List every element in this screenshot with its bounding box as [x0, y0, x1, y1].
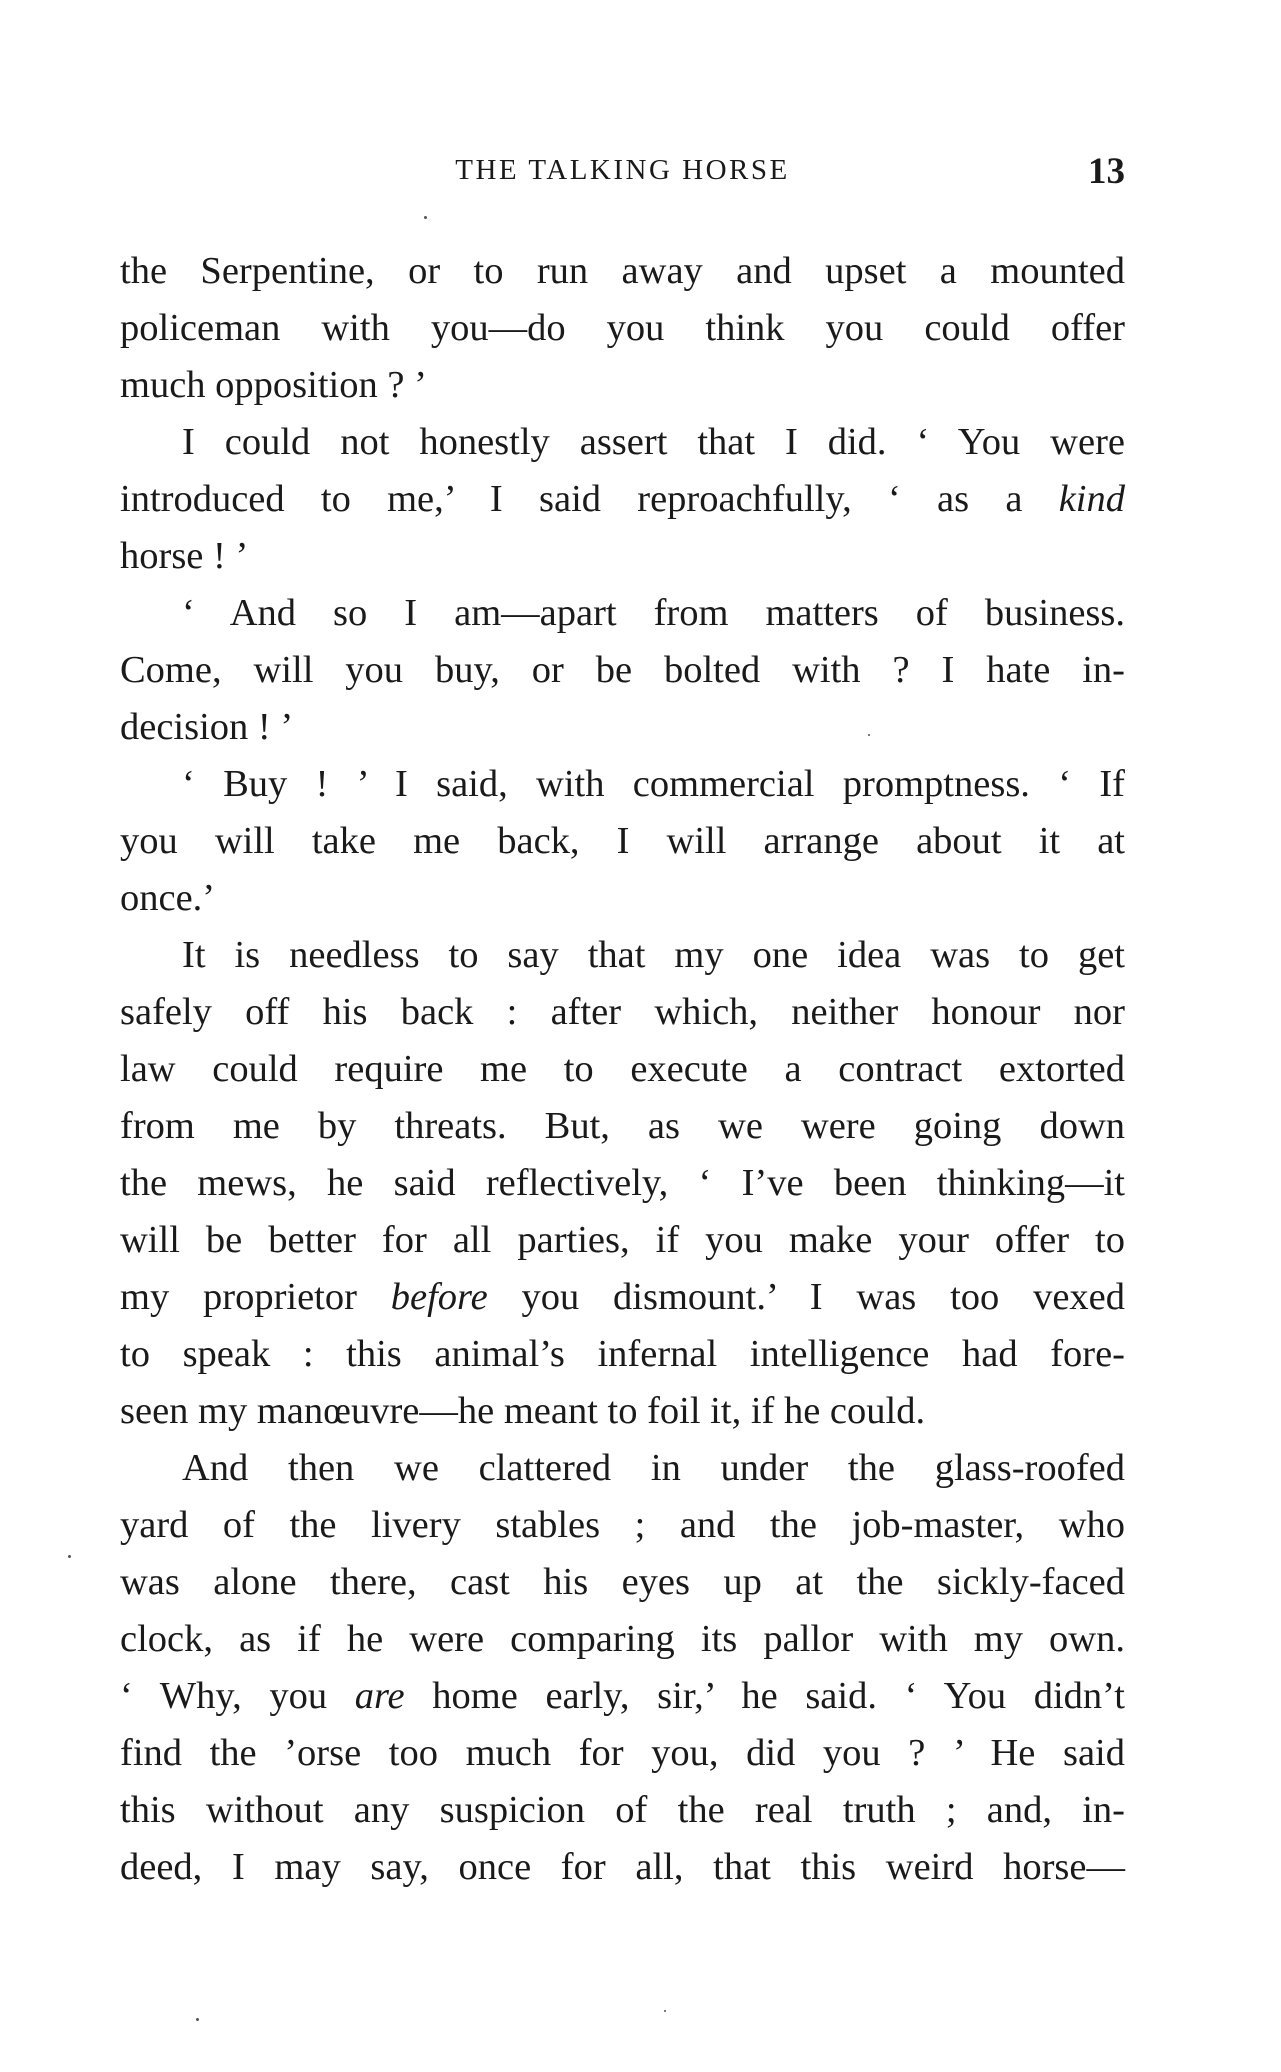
text-line: once.’ — [120, 877, 216, 919]
text-line: find the ’orse too much for you, did you ? ’ He said — [120, 1732, 1125, 1774]
text-segment: ‘ Why, you — [120, 1675, 355, 1717]
print-speck — [868, 734, 870, 736]
text-line: horse ! ’ — [120, 535, 249, 577]
running-head — [120, 150, 1125, 200]
text-line: the Serpentine, or to run away and upset a mounted — [120, 250, 1125, 292]
text-line: this without any suspicion of the real truth ; and, in- — [120, 1789, 1125, 1831]
page-number: 13 — [1088, 151, 1125, 192]
paragraph — [120, 585, 1125, 756]
text-line: policeman with you—do you think you could offer — [120, 307, 1125, 349]
italic-word: kind — [1058, 478, 1125, 520]
paragraph — [120, 756, 1125, 927]
paragraph — [120, 243, 1125, 414]
text-line: will be better for all parties, if you make your offer to — [120, 1219, 1125, 1261]
print-speck — [68, 1555, 71, 1558]
text-line: ‘ Buy ! ’ I said, with commercial promptness. ‘ If — [182, 763, 1125, 805]
paragraph — [120, 414, 1125, 585]
text-line: deed, I may say, once for all, that this weird horse— — [120, 1846, 1125, 1888]
text-line: much opposition ? ’ — [120, 364, 427, 406]
text-segment: home early, sir,’ he said. ‘ You didn’t — [404, 1675, 1125, 1717]
text-segment: my proprietor — [120, 1276, 391, 1318]
text-line: ‘ And so I am—apart from matters of business. — [182, 592, 1125, 634]
text-segment: you dismount.’ I was too vexed — [487, 1276, 1125, 1318]
running-title: THE TALKING HORSE — [455, 154, 790, 186]
text-segment: introduced to me,’ I said reproachfully, ‘ as a — [120, 478, 1059, 520]
text-line: It is needless to say that my one idea was to get — [182, 934, 1125, 976]
body-text — [120, 243, 1125, 1896]
text-line: to speak : this animal’s infernal intelligence had fore- — [120, 1333, 1125, 1375]
print-speck — [424, 216, 427, 219]
paragraph — [120, 1440, 1125, 1896]
text-line: was alone there, cast his eyes up at the sickly-faced — [120, 1561, 1125, 1603]
text-line: clock, as if he were comparing its pallor with my own. — [120, 1618, 1125, 1660]
text-line — [120, 471, 1125, 528]
print-speck — [664, 2010, 666, 2012]
italic-word: before — [390, 1276, 488, 1318]
text-line — [120, 1269, 1125, 1326]
text-line: I could not honestly assert that I did. ‘ You were — [182, 421, 1125, 463]
text-line: seen my manœuvre—he meant to foil it, if he could. — [120, 1390, 926, 1432]
paragraph — [120, 927, 1125, 1440]
text-line: Come, will you buy, or be bolted with ? I hate in- — [120, 649, 1125, 691]
text-line: decision ! ’ — [120, 706, 294, 748]
text-line: from me by threats. But, as we were going down — [120, 1105, 1125, 1147]
text-line: law could require me to execute a contract extorted — [120, 1048, 1125, 1090]
text-line: And then we clattered in under the glass-roofed — [182, 1447, 1125, 1489]
text-line: safely off his back : after which, neither honour nor — [120, 991, 1125, 1033]
text-line — [120, 1668, 1125, 1725]
text-line: the mews, he said reflectively, ‘ I’ve been thinking—it — [120, 1162, 1125, 1204]
print-speck — [196, 2018, 199, 2021]
text-line: yard of the livery stables ; and the job-master, who — [120, 1504, 1125, 1546]
italic-word: are — [354, 1675, 405, 1717]
text-line: you will take me back, I will arrange about it at — [120, 820, 1125, 862]
